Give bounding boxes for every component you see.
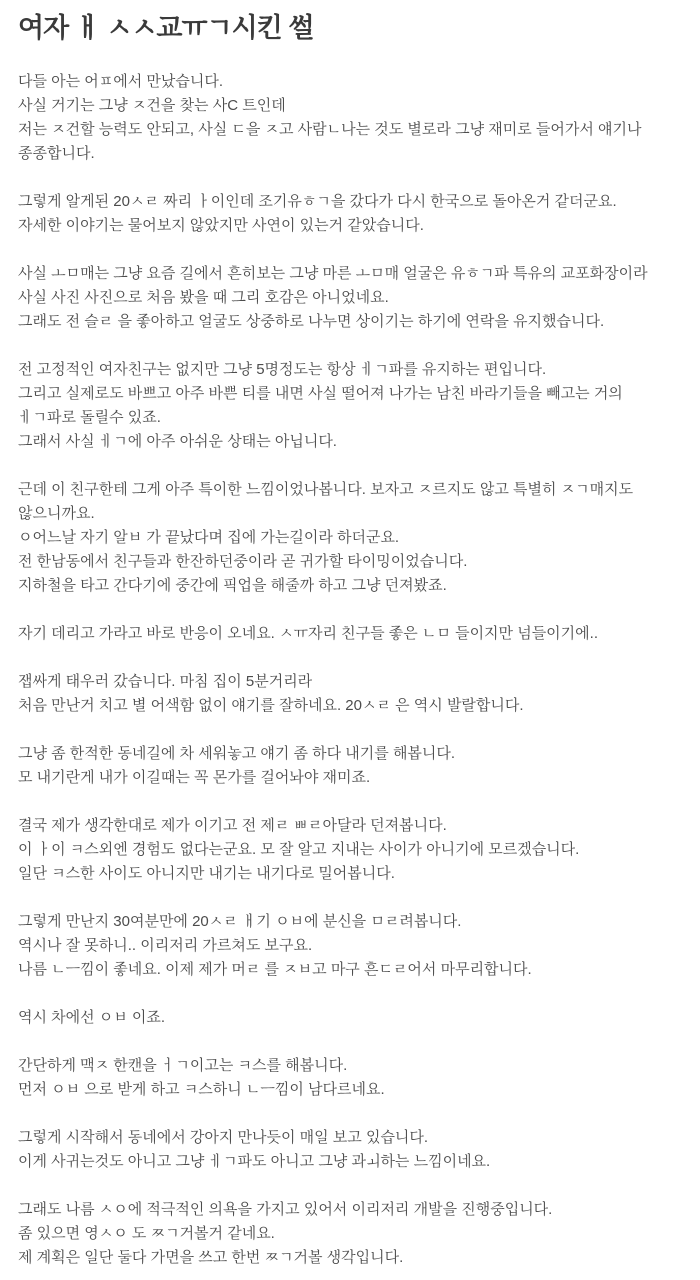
paragraph: [18, 1198, 680, 1270]
text-line: 자기 데리고 가라고 바로 반응이 오네요. ㅅㅠ자리 친구들 좋은 ㄴㅁ 들이지만 넘들이기에..: [18, 625, 598, 643]
text-line: 지하철을 타고 간다기에 중간에 픽업을 해줄까 하고 그냥 던져봤죠.: [18, 577, 447, 595]
paragraph: [18, 1126, 680, 1174]
paragraph: [18, 910, 680, 982]
paragraph: [18, 358, 680, 454]
text-line: 이게 사귀는것도 아니고 그냥 ㅔㄱ파도 아니고 그냥 과ㅚ하는 느낌이네요.: [18, 1153, 491, 1171]
text-line: 사실 거기는 그냥 ㅈ건을 찾는 사C 트인데: [18, 97, 286, 115]
text-line: 그냥 좀 한적한 동네길에 차 세워놓고 얘기 좀 하다 내기를 해봅니다.: [18, 745, 456, 763]
post-title: 여자 ㅐ ㅅㅅ교ㅠㄱ시킨 썰: [18, 13, 314, 43]
text-line: 그렇게 시작해서 동네에서 강아지 만나듯이 매일 보고 있습니다.: [18, 1129, 429, 1147]
text-line: 결국 제가 생각한대로 제가 이기고 전 제ㄹ ㅃㄹ아달라 던져봅니다.: [18, 817, 447, 835]
paragraph: [18, 478, 680, 598]
text-line: 그래도 전 슬ㄹ 을 좋아하고 얼굴도 상중하로 나누면 상이기는 하기에 연락을 유지했습니다.: [18, 313, 605, 331]
paragraph: [18, 70, 680, 166]
paragraph: [18, 262, 680, 334]
text-line: 일단 ㅋ스한 사이도 아니지만 내기는 내기다로 밀어봅니다.: [18, 865, 395, 883]
paragraph: [18, 1054, 680, 1102]
text-line: 전 고정적인 여자친구는 없지만 그냥 5명정도는 항상 ㅔㄱ파를 유지하는 편입니다.: [18, 361, 547, 379]
paragraph: [18, 742, 680, 790]
text-line: 사실 ㅗㅁ매는 그냥 요즘 길에서 흔히보는 그냥 마른 ㅗㅁ매 얼굴은 유ㅎㄱ파 특유의 교포화장이라: [18, 265, 648, 283]
text-line: 나름 ㄴㅡ낌이 좋네요. 이제 제가 머ㄹ 를 ㅈㅂ고 마구 흔ㄷㄹ어서 마무리합니다.: [18, 961, 532, 979]
text-line: 역시 차에선 ㅇㅂ 이죠.: [18, 1009, 166, 1027]
text-line: 그렇게 만난지 30여분만에 20ㅅㄹ ㅐ기 ㅇㅂ에 분신을 ㅁㄹ려봅니다.: [18, 913, 462, 931]
text-line: ㅇ어느날 자기 알ㅂ 가 끝났다며 집에 가는길이라 하더군요.: [18, 529, 400, 547]
paragraph: [18, 670, 680, 718]
text-line: 처음 만난거 치고 별 어색함 없이 얘기를 잘하네요. 20ㅅㄹ 은 역시 발랄합니다.: [18, 697, 524, 715]
text-line: 간단하게 맥ㅈ 한캔을 ㅓㄱ이고는 ㅋ스를 해봅니다.: [18, 1057, 348, 1075]
text-line: 사실 사진 사진으로 처음 봤을 때 그리 호감은 아니었네요.: [18, 289, 389, 307]
text-line: 모 내기란게 내가 이길때는 꼭 몬가를 걸어놔야 재미죠.: [18, 769, 371, 787]
text-line: 저는 ㅈ건할 능력도 안되고, 사실 ㄷ을 ㅈ고 사람ㄴ나는 것도 별로라 그냥 재미로 들어가서 얘기나 종종합니다.: [18, 121, 642, 163]
paragraph: [18, 622, 680, 646]
text-line: 다들 아는 어ㅍ에서 만났습니다.: [18, 73, 224, 91]
text-line: 근데 이 친구한테 그게 아주 특이한 느낌이었나봅니다. 보자고 ㅈ르지도 않고 특별히 ㅈㄱ매지도 않으니까요.: [18, 481, 634, 523]
text-line: 이 ㅏ이 ㅋ스외엔 경험도 없다는군요. 모 잘 알고 지내는 사이가 아니기에 모르겠습니다.: [18, 841, 580, 859]
text-line: 역시나 잘 못하니.. 이리저리 가르쳐도 보구요.: [18, 937, 313, 955]
text-line: 전 한남동에서 친구들과 한잔하던중이라 곧 귀가할 타이밍이었습니다.: [18, 553, 468, 571]
text-line: 그렇게 알게된 20ㅅㄹ 짜리 ㅏ이인데 조기유ㅎㄱ을 갔다가 다시 한국으로 돌아온거 같더군요.: [18, 193, 617, 211]
text-line: 그래서 사실 ㅔㄱ에 아주 아쉬운 상태는 아닙니다.: [18, 433, 337, 451]
text-line: 먼저 ㅇㅂ 으로 받게 하고 ㅋ스하니 ㄴㅡ낌이 남다르네요.: [18, 1081, 385, 1099]
paragraph: [18, 190, 680, 238]
text-line: 잽싸게 태우러 갔습니다. 마침 집이 5분거리라: [18, 673, 313, 691]
paragraph: [18, 1006, 680, 1030]
paragraph: [18, 814, 680, 886]
text-line: 그리고 실제로도 바쁘고 아주 바쁜 티를 내면 사실 떨어져 나가는 남친 바라기들을 빼고는 거의 ㅔㄱ파로 돌릴수 있죠.: [18, 385, 623, 427]
text-line: 좀 있으면 영ㅅㅇ 도 ㅉㄱ거볼거 같네요.: [18, 1225, 275, 1243]
text-line: 자세한 이야기는 물어보지 않았지만 사연이 있는거 같았습니다.: [18, 217, 424, 235]
text-line: 제 계획은 일단 둘다 가면을 쓰고 한번 ㅉㄱ거볼 생각입니다.: [18, 1249, 404, 1267]
text-line: 그래도 나름 ㅅㅇ에 적극적인 의욕을 가지고 있어서 이리저리 개발을 진행중입니다.: [18, 1201, 553, 1219]
